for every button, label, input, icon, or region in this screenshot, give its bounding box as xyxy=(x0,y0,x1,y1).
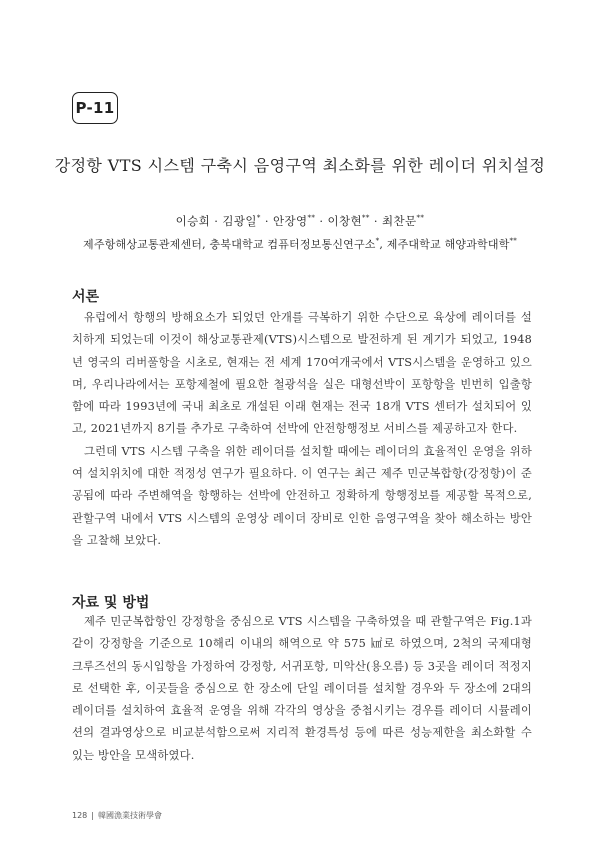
journal-name: 韓國漁業技術學會 xyxy=(97,811,162,820)
affiliation-separator: , xyxy=(202,238,210,251)
section-heading-introduction: 서론 xyxy=(72,289,100,305)
body-paragraph: 그런데 VTS 시스템 구축을 위한 레이더를 설치할 때에는 레이더의 효율적인 운영을 위하여 설치위치에 대한 적정성 연구가 필요하다. 이 연구는 최근 제주 민군복합항(강정항)이 준공됨에 따라 주변해역을 항행하는 선박에 안전하고 정확하게 항행정보를 제공할 목적으로, 관할구역 내에서 VTS 시스템의 운영상 레이더 장비로 인한 음영구역을 찾아 해소하는 방안을 고찰해 보았다. xyxy=(72,444,532,547)
affiliation-mark: * xyxy=(375,237,380,245)
author-separator: · xyxy=(260,214,273,228)
paper-title: 강정항 VTS 시스템 구축시 음영구역 최소화를 위한 레이더 위치설정 xyxy=(54,156,546,175)
author-name: 김광일 xyxy=(222,214,257,228)
page-number: 128 xyxy=(72,811,88,820)
author-name: 안장영 xyxy=(272,214,308,228)
section-body-introduction xyxy=(72,307,532,552)
author-mark: * xyxy=(256,214,261,222)
author-mark: ** xyxy=(307,214,316,222)
author-mark: ** xyxy=(362,214,370,222)
body-paragraph: 제주 민군복합항인 강정항을 중심으로 VTS 시스템을 구축하였을 때 관할구역은 Fig.1과 같이 강정항을 기준으로 10해리 이내의 해역으로 약 575 ㎢로 하였으며, 2척의 국제대형 크루즈선의 동시입항을 가정하여 강정항, 서귀포항, 미악산(용오름) 등 3곳을 레이더 적정지로 선택한 후, 이곳들을 중심으로 한 장소에 단일 레이더를 설치할 경우와 두 장소에 2대의 레이더를 설치하여 효율적 운영을 위해 각각의 영상을 중첩시키는 경우를 레이더 시뮬레이션의 결과영상으로 비교분석함으로써 지리적 환경특성 등에 따른 성능제한을 최소화할 수 있는 방안을 모색하였다. xyxy=(72,615,532,762)
affiliation-name: 제주항해상교통관제센터 xyxy=(83,238,203,251)
section-heading-materials-methods: 자료 및 방법 xyxy=(72,595,150,611)
affiliation-mark: ** xyxy=(509,237,517,245)
affiliation-separator: , xyxy=(379,238,387,251)
author-mark: ** xyxy=(416,214,425,222)
author-separator: · xyxy=(315,214,328,228)
author-name: 최찬문 xyxy=(382,214,417,228)
author-separator: · xyxy=(210,214,223,228)
author-name: 이승희 xyxy=(175,214,211,228)
section-body-materials-methods xyxy=(72,611,532,767)
author-separator: · xyxy=(369,214,382,228)
footer-separator: | xyxy=(91,811,94,820)
author-name: 이창현 xyxy=(327,214,363,228)
paper-id-badge: P-11 xyxy=(72,92,118,124)
affiliation-name: 제주대학교 해양과학대학 xyxy=(386,238,510,251)
author-list xyxy=(0,213,600,229)
affiliation-name: 충북대학교 컴퓨터정보통신연구소 xyxy=(209,238,376,251)
page-footer xyxy=(72,810,162,821)
affiliation-list xyxy=(0,236,600,252)
body-paragraph: 유럽에서 항행의 방해요소가 되었던 안개를 극복하기 위한 수단으로 육상에 레이더를 설치하게 되었는데 이것이 해상교통관제(VTS)시스템으로 발전하게 된 계기가 되었고, 1948년 영국의 리버풀항을 시초로, 현재는 전 세계 170여개국에서 VTS시스템을 운영하고 있으며, 우리나라에서는 포항제철에 필요한 철광석을 실은 대형선박이 포항항을 빈번히 입출항함에 따라 1993년에 국내 최초로 개설된 이래 현재는 전국 18개 VTS 센터가 설치되어 있고, 2021년까지 8기를 추가로 구축하여 선박에 안전항행정보 서비스를 제공하고자 한다. xyxy=(72,311,532,436)
